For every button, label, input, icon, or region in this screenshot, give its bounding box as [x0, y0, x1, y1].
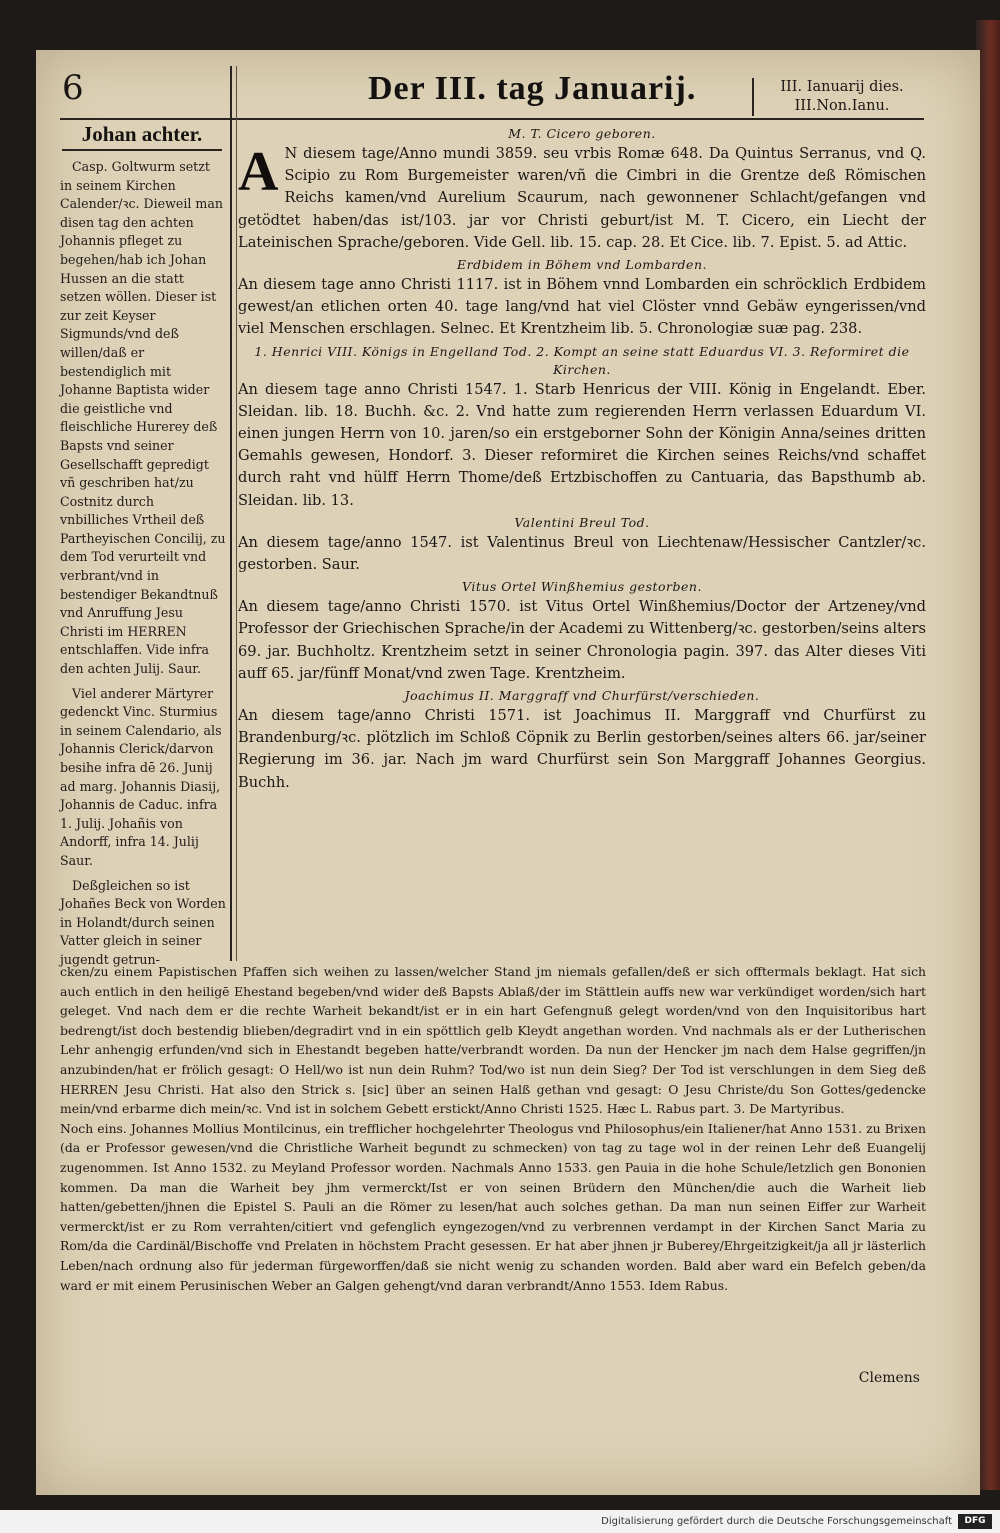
entry-body: An diesem tage anno Christi 1547. 1. Starb Henricus der VIII. König in Engelandt. Eber. Sleidan. lib. 18. Buchh. &c. 2. Vnd hatte zum regierenden Herrn verlassen Eduardum VI. einen jungen Herrn von 10. jaren/so ein erstgeborner Sohn der Königin Anna/seines dritten Gemahls gewesen, Hondorf. 3. Dieser reformiret die Kirchen seines Reichs/vnd schaffet durch raht vnd hülff Herrn Thome/deß Ertzbischoffen zu Cantuaria, das Bapsthumb ab. Sleidan. lib. 13. [238, 380, 926, 509]
entry-heading: M. T. Cicero geboren. [508, 126, 656, 141]
header-rule [60, 118, 924, 120]
column-rule [230, 66, 232, 961]
entry-heading: Joachimus II. Marggraff vnd Churfürst/verschieden. [404, 688, 760, 704]
entry-body: An diesem tage anno Christi 1117. ist in Böhem vnnd Lombarden ein schröcklich Erdbidem gewest/an etlichen orten 40. tage lang/vnd hat viel Clöster vnnd Gebäw eyngerissen/vnd viel Menschen erschlagen. Selnec. Et Krentzheim lib. 5. Chronologiæ suæ pag. 238. [238, 276, 926, 338]
left-column-title: Johan achter. [62, 122, 222, 151]
entry-body: An diesem tage/anno Christi 1570. ist Vitus Ortel Winßhemius/Doctor der Artzeney/vnd Professor der Griechischen Sprache/in der Academi zu Wittenberg/ꝛc. gestorben/seins alters 69. jar. Buchholtz. Krentzheim setzt in seiner Chronologia pagin. 397. das Alter dieses Viti auff 65. jar/fünff Monat/vnd zwen Tage. Krentzheim. [238, 598, 927, 682]
entry-heading: Vitus Ortel Winßhemius gestorben. [462, 579, 702, 595]
left-paragraph: Viel anderer Märtyrer gedenckt Vinc. Sturmius in seinem Calendario, als Johannis Clerick/darvon besihe infra dē 26. Junij ad marg. Johannis Diasij, Johannis de Caduc. infra 1. Julij. Johañis von Andorff, infra 14. Julij Saur. [60, 685, 222, 868]
header-note [752, 78, 926, 116]
column-rule-inner [236, 66, 237, 961]
catchword: Clemens [858, 1370, 920, 1386]
bottom-paragraph: cken/zu einem Papistischen Pfaffen sich weihen zu lassen/welcher Stand jm niemals gefallen/deß er sich offtermals beklagt. Hat sich auch entlich in den heiligē Ehestand begeben/vnd wider deß Bapsts Ablaß/der im Stättlein auffs new war verkündiget worden/sich hart geleget. Vnd nach dem er die rechte Warheit bekandt/ist er in ein hart Gefengnuß gelegt worden/vnd von den Inquisitoribus hart bedrengt/ist doch bestendig blieben/degradirt vnd in ein spöttlich gelb Kleydt angethan worden. Vnd nachmals als er der Lutherischen Lehr anhengig erfunden/vnd sich in Ehestandt begeben hatte/verbrandt worden. Da nun der Hencker jm nach dem Halse gegriffen/jn anzubinden/hat er frölich gesagt: O Hell/wo ist nun dein Ruhm? Tod/wo ist nun dein Sieg? Der Tod ist verschlungen in dem Sieg deß HERREN Jesu Christi. Hat also den Strick s. [sic] über an seinen Halß gethan vnd gesagt: O Jesu Christe/du Son Gottes/gedencke mein/vnd erbarme dich mein/ꝛc. Vnd ist in solchem Gebett erstickt/Anno Christi 1525. Hæc L. Rabus part. 3. De Martyribus. [60, 964, 926, 1117]
left-column [60, 158, 226, 976]
running-head: Der III. tag Januarij. [368, 70, 697, 107]
entry-text [238, 143, 926, 254]
header-note-line2: III.Non.Ianu. [794, 98, 890, 114]
entry-henry-viii [238, 343, 926, 512]
entry-earthquake [238, 256, 926, 341]
entry-body: An diesem tage/anno Christi 1571. ist Joachimus II. Marggraff vnd Churfürst zu Brandenburg/ꝛc. plötzlich im Schloß Cöpnik zu Berlin gestorben/seines alters 66. jar/seiner Regierung im 36. jar. Nach jm ward Churfürst sein Son Marggraff Johannes Georgius. Buchh. [238, 707, 926, 791]
entry-body: An diesem tage/anno 1547. ist Valentinus Breul von Liechtenaw/Hessischer Cantzler/ꝛc. gestorben. Saur. [238, 533, 926, 574]
dfg-logo: DFG [958, 1514, 992, 1529]
entry-cicero [238, 125, 926, 254]
entry-heading: 1. Henrici VIII. Königs in Engelland Tod. 2. Kompt an seine statt Eduardus VI. 3. Reformiret die Kirchen. [254, 343, 910, 377]
entry-breul [238, 514, 926, 576]
entry-ortel [238, 578, 926, 685]
left-paragraph: Deßgleichen so ist Johañes Beck von Worden in Holandt/durch seinen Vatter gleich in seiner jugendt getrun- [60, 877, 226, 967]
entry-heading: Erdbidem in Böhem vnd Lombarden. [457, 257, 707, 273]
left-paragraph: Casp. Goltwurm setzt in seinem Kirchen Calender/ꝛc. Dieweil man disen tag den achten Johannis pfleget zu begehen/hab ich Johan Hussen an die statt setzen wöllen. Dieser ist zur zeit Keyser Sigmunds/vnd deß willen/daß er bestendiglich mit Johanne Baptista wider die geistliche vnd fleischliche Hurerey deß Bapsts vnd seiner Gesellschafft gepredigt vñ geschriben hat/zu Costnitz durch vnbilliches Vrtheil deß Partheyischen Concilij, zu dem Tod verurteilt vnd verbrant/vnd in bestendiger Bekandtnuß vnd Anruffung Jesu Christi im HERREN entschlaffen. Vide infra den achten Julij. Saur. [60, 159, 226, 677]
main-column [238, 125, 926, 796]
header-note-line1: III. Ianuarij dies. [780, 79, 904, 95]
page-number: 6 [62, 68, 84, 108]
entry-joachimus [238, 687, 926, 794]
footer-credit: Digitalisierung gefördert durch die Deutsche Forschungsgemeinschaft [601, 1516, 952, 1527]
entry-heading: Valentini Breul Tod. [514, 514, 650, 530]
bottom-text [60, 962, 926, 1295]
bottom-paragraph: Noch eins. Johannes Mollius Montilcinus, ein trefflicher hochgelehrter Theologus vnd Philosophus/ein Italiener/hat Anno 1531. zu Brixen (da er Professor gewesen/vnd die Christliche Warheit begundt zu schmecken) von tag zu tage wol in der reinen Lehr deß Euangelij zugenommen. Ist Anno 1532. zu Meyland Professor worden. Nachmals Anno 1533. gen Pauia in die hohe Schule/letzlich gen Bononien kommen. Da man die Warheit bey jhm vermerckt/Ist er von seinen Brüdern den München/die auch die Warheit lieb hatten/gebetten/jhnen die Epistel S. Pauli an die Römer zu lesen/hat auch solches gethan. Da man nun seinen Eiffer zur Warheit vermerckt/ist er zu Rom verrahten/citiert vnd gefenglich eyngezogen/vnd zu verbrennen verdampt in der Kirchen Sanct Maria zu Rom/da die Cardinäl/Bischoffe vnd Prelaten in höchstem Pracht gesessen. Er hat aber jhnen jr Buberey/Ehrgeitzigkeit/ja all jr lästerlich Leben/nach ordnung also für jederman fürgeworffen/daß sie nicht wenig zu schanden worden. Bald aber ward ein Befelch geben/da ward er mit einem Perusinischen Weber an Galgen gehengt/vnd daran verbrandt/Anno 1553. Idem Rabus. [60, 1120, 926, 1293]
drop-initial: A [238, 141, 279, 203]
entry-body: N diesem tage/Anno mundi 3859. seu vrbis Romæ 648. Da Quintus Serranus, vnd Q. Scipio zu Rom Burgemeister waren/vñ die Cimbri in die Grentze deß Römischen Reichs kamen/vnd Aurelium Scaurum, nach gewonnener Schlacht/gefangen vnd getödtet haben/das ist/103. jar vor Christi geburt/ist M. T. Cicero, ein Liecht der Lateinischen Sprache/geboren. Vide Gell. lib. 15. cap. 28. Et Cice. lib. 7. Epist. 5. ad Attic. [238, 145, 926, 251]
footer-bar [0, 1510, 1000, 1533]
